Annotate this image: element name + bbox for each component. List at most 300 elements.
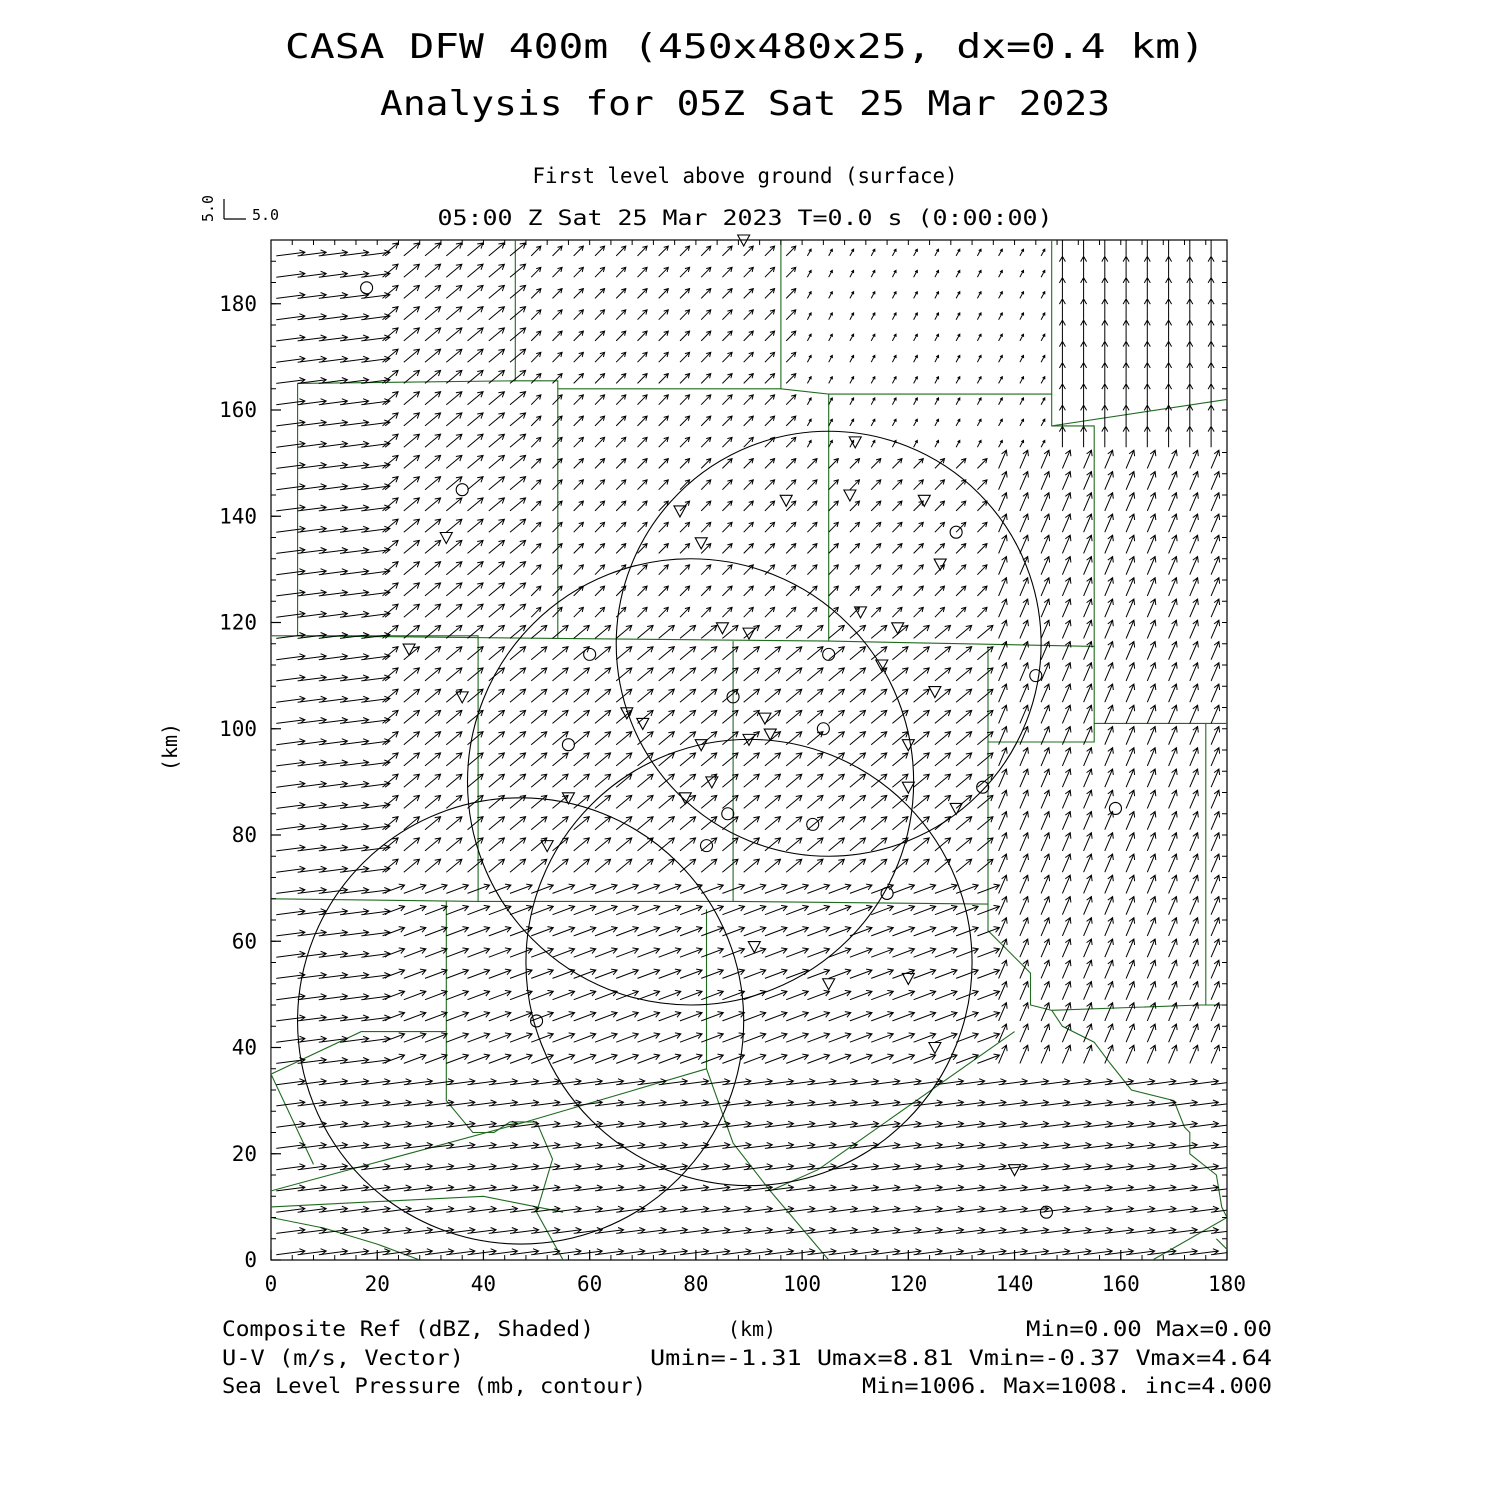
wind-vector-arrow	[1187, 299, 1193, 320]
wind-vector-arrow	[850, 817, 866, 830]
wind-vector-arrow	[468, 732, 484, 745]
wind-vector-arrow	[680, 625, 696, 638]
wind-vector-arrow	[1020, 292, 1024, 299]
wind-vector-arrow	[1020, 355, 1024, 362]
wind-vector-arrow	[574, 859, 590, 872]
wind-vector-arrow	[383, 604, 399, 617]
wind-vector-arrow	[404, 264, 420, 277]
wind-vector-arrow	[446, 455, 462, 468]
wind-vector-arrow	[1190, 918, 1199, 936]
wind-vector-arrow	[1211, 769, 1220, 787]
wind-vector-arrow	[489, 774, 505, 787]
wind-vector-arrow	[404, 455, 420, 468]
wind-vector-arrow	[1020, 1003, 1029, 1021]
wind-vector-arrow	[680, 990, 702, 999]
wind-vector-arrow	[786, 246, 796, 256]
wind-vector-arrow	[977, 795, 993, 808]
wind-vector-arrow	[1126, 620, 1135, 638]
wind-vector-arrow	[786, 374, 796, 384]
wind-vector-arrow	[489, 817, 505, 830]
wind-vector-arrow	[999, 769, 1008, 787]
wind-vector-arrow	[1126, 450, 1135, 468]
wind-vector-arrow	[468, 647, 484, 660]
wind-vector-arrow	[871, 480, 881, 490]
wind-vector-arrow	[829, 334, 833, 341]
wind-vector-arrow	[892, 313, 896, 320]
wind-vector-arrow	[553, 647, 569, 660]
wind-vector-arrow	[510, 413, 526, 426]
wind-vector-arrow	[1126, 535, 1135, 553]
wind-vector-arrow	[1123, 278, 1129, 299]
wind-vector-arrow	[786, 522, 796, 532]
wind-vector-arrow	[1020, 620, 1029, 638]
wind-vector-arrow	[850, 710, 866, 723]
wind-vector-arrow	[595, 817, 611, 830]
wind-vector-arrow	[935, 905, 957, 914]
wind-vector-arrow	[892, 544, 902, 554]
wind-vector-arrow	[425, 349, 441, 362]
wind-vector-arrow	[489, 795, 505, 808]
wind-vector-arrow	[1105, 1024, 1114, 1042]
wind-vector-arrow	[425, 434, 441, 447]
x-tick-label: 100	[783, 1272, 822, 1296]
station-circle-marker	[722, 808, 734, 820]
wind-vector-arrow	[977, 459, 987, 469]
wind-vector-arrow	[786, 544, 796, 554]
wind-vector-arrow	[829, 905, 851, 914]
wind-vector-arrow	[1190, 1024, 1199, 1042]
wind-vector-arrow	[489, 838, 505, 851]
wind-vector-arrow	[1105, 450, 1114, 468]
wind-vector-arrow	[276, 378, 305, 384]
wind-vector-arrow	[1020, 440, 1024, 447]
wind-vector-arrow	[404, 795, 420, 808]
wind-vector-arrow	[489, 732, 505, 745]
wind-vector-arrow	[574, 289, 584, 299]
wind-vector-arrow	[1102, 384, 1108, 405]
wind-vector-arrow	[1211, 535, 1220, 553]
wind-vector-arrow	[1062, 982, 1071, 1000]
wind-vector-arrow	[1126, 812, 1135, 830]
wind-vector-arrow	[574, 732, 590, 745]
wind-vector-arrow	[1208, 341, 1214, 362]
wind-vector-arrow	[914, 732, 930, 745]
wind-vector-arrow	[468, 264, 484, 277]
wind-vector-arrow	[892, 1033, 914, 1042]
wind-vector-arrow	[425, 948, 447, 957]
wind-vector-arrow	[276, 888, 305, 894]
wind-vector-arrow	[956, 565, 966, 575]
wind-vector-arrow	[616, 501, 626, 511]
wind-vector-arrow	[659, 565, 669, 575]
wind-vector-arrow	[446, 285, 462, 298]
wind-vector-arrow	[977, 625, 993, 638]
wind-vector-arrow	[510, 455, 526, 468]
wind-vector-arrow	[786, 352, 796, 362]
wind-vector-arrow	[1102, 256, 1108, 277]
wind-vector-arrow	[638, 352, 648, 362]
wind-vector-arrow	[680, 710, 696, 723]
station-triangle-marker	[929, 687, 941, 698]
wind-vector-arrow	[914, 377, 918, 384]
wind-vector-arrow	[276, 463, 305, 469]
wind-vector-arrow	[616, 753, 632, 766]
wind-vector-arrow	[977, 647, 993, 660]
wind-vector-arrow	[1081, 341, 1087, 362]
wind-vector-arrow	[468, 285, 484, 298]
wind-vector-arrow	[977, 355, 981, 362]
wind-vector-arrow	[1041, 270, 1045, 277]
wind-vector-arrow	[744, 1054, 766, 1063]
wind-vector-arrow	[595, 522, 605, 532]
wind-vector-arrow	[892, 501, 902, 511]
wind-vector-arrow	[659, 710, 675, 723]
wind-vector-arrow	[956, 292, 960, 299]
wind-vector-arrow	[680, 310, 690, 320]
wind-vector-arrow	[871, 292, 875, 299]
wind-vector-arrow	[935, 710, 951, 723]
wind-vector-arrow	[1208, 256, 1214, 277]
wind-vector-arrow	[638, 905, 660, 914]
wind-vector-arrow	[1105, 875, 1114, 893]
wind-vector-arrow	[1126, 472, 1135, 490]
wind-vector-arrow	[616, 522, 626, 532]
wind-vector-arrow	[510, 540, 526, 553]
wind-vector-arrow	[1081, 235, 1087, 256]
wind-vector-arrow	[574, 884, 596, 893]
wind-vector-arrow	[1190, 769, 1199, 787]
wind-vector-arrow	[786, 437, 796, 447]
wind-vector-arrow	[977, 1012, 999, 1021]
chart-title-line1: CASA DFW 400m (450x480x25, dx=0.4 km)	[285, 27, 1205, 67]
wind-vector-arrow	[829, 732, 845, 745]
wind-vector-arrow	[892, 270, 896, 277]
station-triangle-marker	[403, 644, 415, 655]
wind-vector-arrow	[701, 501, 711, 511]
wind-vector-arrow	[829, 795, 845, 808]
wind-vector-arrow	[638, 1054, 660, 1063]
wind-vector-arrow	[1123, 341, 1129, 362]
wind-vector-arrow	[276, 399, 305, 405]
wind-vector-arrow	[425, 604, 441, 617]
wind-vector-arrow	[425, 264, 441, 277]
wind-vector-arrow	[553, 710, 569, 723]
wind-vector-arrow	[1062, 514, 1071, 532]
wind-vector-arrow	[616, 859, 632, 872]
wind-vector-arrow	[574, 990, 596, 999]
wind-vector-arrow	[765, 625, 781, 638]
wind-vector-arrow	[680, 689, 696, 702]
county-boundary-line	[707, 1032, 1015, 1191]
wind-vector-arrow	[1084, 557, 1093, 575]
wind-vector-arrow	[383, 328, 399, 341]
wind-vector-arrow	[765, 927, 787, 936]
wind-vector-arrow	[446, 519, 462, 532]
wind-vector-arrow	[1190, 599, 1199, 617]
wind-vector-arrow	[892, 1012, 914, 1021]
wind-vector-arrow	[701, 607, 711, 617]
wind-vector-arrow	[1211, 663, 1220, 681]
y-axis	[219, 240, 1227, 1272]
wind-vector-arrow	[1041, 918, 1050, 936]
wind-vector-arrow	[765, 459, 775, 469]
wind-vector-arrow	[446, 1033, 468, 1042]
wind-vector-arrow	[276, 526, 305, 532]
station-triangle-marker	[440, 533, 452, 544]
wind-vector-arrow	[765, 969, 787, 978]
wind-vector-arrow	[1126, 939, 1135, 957]
wind-vector-arrow	[468, 583, 484, 596]
wind-vector-arrow	[829, 607, 839, 617]
wind-vector-arrow	[468, 774, 484, 787]
wind-vector-arrow	[914, 689, 930, 702]
wind-vector-arrow	[1169, 578, 1178, 596]
wind-vector-arrow	[425, 243, 441, 256]
wind-vector-arrow	[425, 884, 447, 893]
wind-vector-arrow	[1144, 235, 1150, 256]
wind-vector-arrow	[425, 689, 441, 702]
wind-vector-arrow	[446, 243, 462, 256]
wind-vector-arrow	[701, 927, 723, 936]
x-tick-label: 120	[889, 1272, 928, 1296]
wind-vector-arrow	[425, 774, 441, 787]
wind-vector-arrow	[744, 267, 754, 277]
wind-vector-arrow	[999, 875, 1008, 893]
wind-vector-arrow	[744, 480, 754, 490]
wind-vector-arrow	[786, 607, 796, 617]
wind-vector-arrow	[531, 647, 547, 660]
wind-vector-arrow	[1084, 663, 1093, 681]
wind-vector-arrow	[850, 480, 860, 490]
wind-vector-arrow	[510, 689, 526, 702]
wind-vector-arrow	[850, 586, 860, 596]
wind-vector-arrow	[765, 395, 775, 405]
wind-vector-arrow	[468, 562, 484, 575]
wind-vector-arrow	[383, 990, 405, 999]
wind-vector-arrow	[829, 459, 839, 469]
wind-vector-arrow	[1062, 769, 1071, 787]
wind-vector-arrow	[489, 243, 505, 256]
wind-vector-arrow	[786, 838, 802, 851]
wind-vector-arrow	[1211, 854, 1220, 872]
wind-vector-arrow	[616, 948, 638, 957]
wind-vector-arrow	[829, 817, 845, 830]
wind-vector-arrow	[404, 562, 420, 575]
wind-vector-arrow	[1041, 313, 1045, 320]
wind-vector-arrow	[701, 859, 717, 872]
wind-vector-arrow	[956, 522, 966, 532]
wind-vector-arrow	[1062, 705, 1071, 723]
wind-vector-arrow	[999, 1045, 1008, 1063]
wind-vector-arrow	[701, 459, 711, 469]
wind-vector-arrow	[765, 905, 787, 914]
wind-vector-arrow	[765, 352, 775, 362]
wind-vector-arrow	[404, 948, 426, 957]
wind-vector-arrow	[1062, 663, 1071, 681]
wind-vector-arrow	[680, 838, 696, 851]
wind-vector-arrow	[616, 1054, 638, 1063]
wind-vector-arrow	[1081, 384, 1087, 405]
wind-vector-arrow	[1102, 363, 1108, 384]
wind-vector-arrow	[1190, 960, 1199, 978]
wind-vector-arrow	[595, 795, 611, 808]
wind-vector-arrow	[829, 398, 833, 405]
wind-vector-arrow	[744, 905, 766, 914]
wind-vector-arrow	[616, 884, 638, 893]
wind-vector-arrow	[489, 884, 511, 893]
station-triangle-marker	[780, 495, 792, 506]
wind-vector-arrow	[1020, 748, 1029, 766]
wind-vector-arrow	[807, 292, 811, 299]
station-circle-marker	[562, 739, 574, 751]
wind-vector-arrow	[659, 289, 669, 299]
wind-vector-arrow	[404, 753, 420, 766]
wind-vector-arrow	[1166, 384, 1172, 405]
wind-vector-arrow	[446, 647, 462, 660]
wind-vector-arrow	[276, 484, 305, 490]
wind-vector-arrow	[956, 689, 972, 702]
wind-vector-arrow	[1190, 748, 1199, 766]
wind-vector-arrow	[701, 565, 711, 575]
wind-vector-arrow	[744, 1033, 766, 1042]
wind-vector-arrow	[807, 689, 823, 702]
wind-vector-arrow	[383, 498, 399, 511]
wind-vector-arrow	[807, 753, 823, 766]
wind-vector-arrow	[807, 249, 811, 256]
wind-vector-arrow	[383, 732, 399, 745]
wind-vector-arrow	[765, 689, 781, 702]
wind-vector-arrow	[531, 352, 541, 362]
wind-vector-arrow	[1084, 705, 1093, 723]
wind-vector-arrow	[1169, 472, 1178, 490]
wind-vector-arrow	[871, 1012, 893, 1021]
wind-vector-arrow	[1147, 854, 1156, 872]
x-axis-label: (km)	[727, 1317, 777, 1341]
wind-vector-arrow	[1105, 960, 1114, 978]
wind-vector-arrow	[829, 927, 851, 936]
chart-title-line2: Analysis for 05Z Sat 25 Mar 2023	[380, 84, 1110, 124]
wind-vector-arrow	[276, 1079, 305, 1085]
wind-vector-arrow	[1166, 426, 1172, 447]
wind-vector-arrow	[765, 374, 775, 384]
wind-vector-arrow	[935, 501, 945, 511]
wind-vector-arrow	[765, 884, 787, 893]
wind-vector-arrow	[574, 905, 596, 914]
wind-vector-arrow	[871, 668, 887, 681]
wind-vector-arrow	[977, 732, 993, 745]
wind-vector-arrow	[595, 1054, 617, 1063]
wind-vector-arrow	[446, 927, 468, 936]
wind-vector-arrow	[1190, 875, 1199, 893]
wind-vector-arrow	[531, 522, 541, 532]
wind-vector-arrow	[425, 498, 441, 511]
wind-vector-arrow	[574, 501, 584, 511]
wind-vector-arrow	[935, 377, 939, 384]
wind-vector-arrow	[956, 710, 972, 723]
wind-vector-arrow	[638, 1012, 660, 1021]
wind-vector-arrow	[1059, 235, 1065, 256]
wind-vector-arrow	[404, 349, 420, 362]
wind-vector-arrow	[722, 437, 732, 447]
wind-vector-arrow	[425, 1033, 447, 1042]
wind-vector-arrow	[999, 292, 1003, 299]
wind-vector-arrow	[383, 905, 405, 914]
wind-vector-arrow	[1190, 493, 1199, 511]
wind-vector-arrow	[638, 1033, 660, 1042]
wind-vector-arrow	[914, 398, 918, 405]
wind-vector-arrow	[701, 310, 711, 320]
wind-vector-arrow	[956, 1012, 978, 1021]
wind-vector-arrow	[468, 434, 484, 447]
wind-vector-arrow	[722, 625, 738, 638]
wind-vector-arrow	[638, 331, 648, 341]
wind-vector-arrow	[1105, 918, 1114, 936]
wind-vector-arrow	[1059, 256, 1065, 277]
wind-vector-arrow	[1041, 769, 1050, 787]
wind-vector-arrow	[701, 267, 711, 277]
wind-vector-arrow	[276, 293, 305, 299]
wind-vector-arrow	[977, 948, 999, 957]
wind-vector-arrow	[276, 1143, 305, 1149]
wind-vector-arrow	[1020, 663, 1029, 681]
wind-vector-arrow	[935, 969, 957, 978]
wind-vector-arrow	[531, 838, 547, 851]
wind-vector-arrow	[871, 607, 881, 617]
wind-vector-arrow	[999, 334, 1003, 341]
wind-vector-arrow	[999, 854, 1008, 872]
wind-vector-arrow	[1105, 897, 1114, 915]
wind-vector-arrow	[765, 753, 781, 766]
wind-vector-arrow	[1187, 405, 1193, 426]
wind-vector-arrow	[765, 522, 775, 532]
wind-vector-arrow	[383, 948, 405, 957]
wind-vector-arrow	[807, 522, 817, 532]
wind-vector-arrow	[1084, 1045, 1093, 1063]
wind-vector-arrow	[659, 459, 669, 469]
wind-vector-arrow	[1105, 620, 1114, 638]
wind-vector-arrow	[680, 586, 690, 596]
wind-vector-arrow	[510, 392, 526, 405]
wind-vector-arrow	[850, 270, 854, 277]
wind-vector-arrow	[553, 352, 563, 362]
wind-vector-arrow	[1020, 1024, 1029, 1042]
wind-vector-arrow	[722, 753, 738, 766]
wind-vector-arrow	[1187, 341, 1193, 362]
reference-u-label: 5.0	[252, 206, 280, 224]
wind-vector-arrow	[722, 990, 744, 999]
wind-vector-arrow	[680, 817, 696, 830]
wind-vector-arrow	[722, 647, 738, 660]
wind-vector-arrow	[956, 459, 966, 469]
wind-vector-arrow	[999, 1003, 1008, 1021]
station-circle-marker	[1030, 670, 1042, 682]
wind-vector-arrow	[744, 416, 754, 426]
wind-vector-arrow	[489, 519, 505, 532]
wind-vector-arrow	[553, 905, 575, 914]
wind-vector-arrow	[574, 817, 590, 830]
wind-vector-arrow	[489, 583, 505, 596]
wind-vector-arrow	[276, 1249, 305, 1255]
wind-vector-arrow	[829, 625, 845, 638]
wind-vector-arrow	[914, 522, 924, 532]
wind-vector-arrow	[1062, 854, 1071, 872]
wind-vector-arrow	[468, 477, 484, 490]
wind-vector-arrow	[659, 884, 681, 893]
wind-vector-arrow	[638, 927, 660, 936]
wind-vector-arrow	[892, 355, 896, 362]
wind-vector-arrow	[1041, 440, 1045, 447]
wind-vector-arrow	[1211, 642, 1220, 660]
